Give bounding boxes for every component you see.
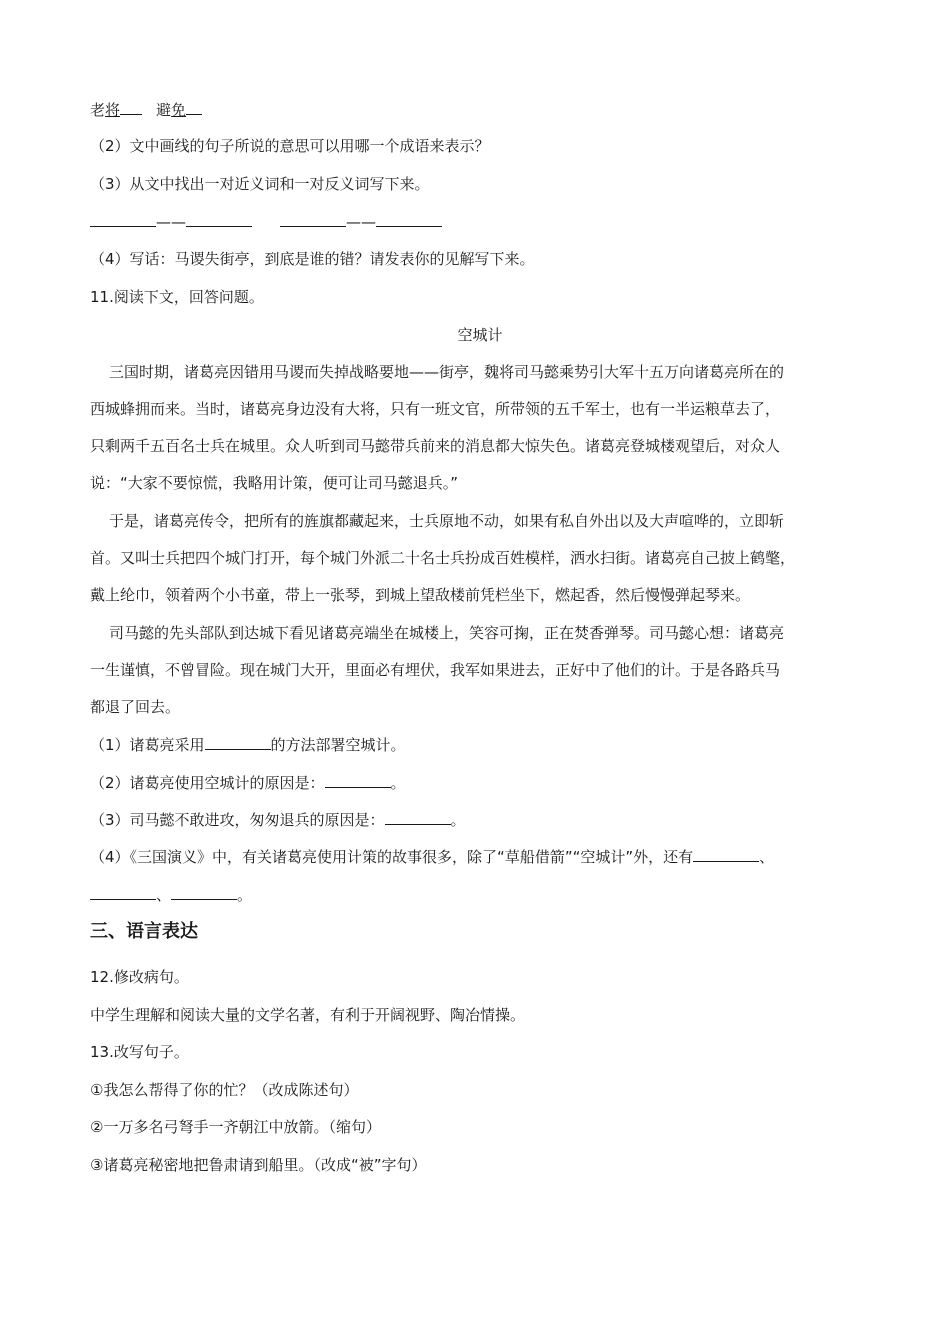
passage-line: 司马懿的先头部队到达城下看见诸葛亮端坐在城楼上，笑容可掬，正在焚香弹琴。司马懿心想：诸葛亮	[109, 624, 785, 642]
q12-sentence: 中学生理解和阅读大量的文学名著，有利于开阔视野、陶冶情操。	[90, 1006, 526, 1024]
vocab-word2-prefix: 避	[156, 101, 172, 119]
q13-item: ③诸葛亮秘密地把鲁肃请到船里。（改成“被”字句）	[90, 1156, 427, 1174]
q10-answer-line	[90, 212, 870, 232]
answer-blank[interactable]	[693, 847, 759, 862]
passage-line: 戴上纶巾，领着两个小书童，带上一张琴，到城上望敌楼前凭栏坐下，燃起香，然后慢慢弹起琴来。	[90, 586, 751, 604]
dash-2: ——	[346, 213, 376, 231]
q11-sub1: （1）诸葛亮采用 的方法部署空城计。	[90, 736, 406, 754]
passage-line: 只剩两千五百名士兵在城里。众人听到司马懿带兵前来的消息都大惊失色。诸葛亮登城楼观望后，对众人	[90, 437, 781, 455]
vocab-word1-underlined: 将	[105, 101, 121, 119]
passage-line: 首。又叫士兵把四个城门打开，每个城门外派二十名士兵扮成百姓模样，洒水扫街。诸葛亮自己披上鹤氅，	[90, 549, 796, 567]
q11-sub4: （4）《三国演义》中，有关诸葛亮使用计策的故事很多，除了“草船借箭”“空城计”外，还有 、	[90, 848, 775, 866]
dash-1: ——	[156, 213, 186, 231]
answer-blank[interactable]	[325, 773, 391, 788]
q13-item: ②一万多名弓弩手一齐朝江中放箭。（缩句）	[90, 1118, 381, 1136]
answer-blank[interactable]	[90, 885, 156, 900]
vocab-word1-prefix: 老	[90, 101, 106, 119]
q10-sub2: （2）文中画线的句子所说的意思可以用哪一个成语来表示？	[90, 137, 490, 155]
answer-blank[interactable]	[171, 885, 237, 900]
section-heading: 三、语言表达	[90, 921, 198, 942]
synonym-blank-1[interactable]	[90, 212, 156, 227]
passage-line: 三国时期，诸葛亮因错用马谡而失掉战略要地——街亭，魏将司马懿乘势引大军十五万向诸葛亮所在的	[109, 363, 785, 381]
q11-sub4-cont: 、 。	[90, 885, 870, 905]
vocab-word2-underlined: 免	[171, 101, 187, 119]
vocab-line	[90, 100, 870, 120]
q10-sub4: （4）写话：马谡失街亭，到底是谁的错？请发表你的见解写下来。	[90, 250, 535, 268]
q13-item: ①我怎么帮得了你的忙？（改成陈述句）	[90, 1081, 359, 1099]
q10-sub3: （3）从文中找出一对近义词和一对反义词写下来。	[90, 175, 430, 193]
q11-sub3: （3）司马懿不敢进攻，匆匆退兵的原因是： 。	[90, 811, 466, 829]
passage-line: 西城蜂拥而来。当时，诸葛亮身边没有大将，只有一班文官，所带领的五千军士，也有一半运粮草去了，	[90, 400, 781, 418]
passage-line: 一生谨慎，不曾冒险。现在城门大开，里面必有埋伏，我军如果进去，正好中了他们的计。于是各路兵马	[90, 661, 781, 679]
q13-prompt: 13.改写句子。	[90, 1043, 189, 1061]
vocab-blank-1[interactable]	[120, 100, 142, 115]
q11-prompt: 11.阅读下文，回答问题。	[90, 288, 264, 306]
answer-blank[interactable]	[385, 810, 451, 825]
passage-title: 空城计	[457, 326, 503, 344]
vocab-blank-2[interactable]	[186, 100, 202, 115]
answer-blank[interactable]	[205, 735, 271, 750]
passage-line: 于是，诸葛亮传令，把所有的旌旗都藏起来，士兵原地不动，如果有私自外出以及大声喧哗的，立即斩	[109, 512, 785, 530]
q12-prompt: 12.修改病句。	[90, 968, 189, 986]
antonym-blank-2[interactable]	[376, 212, 442, 227]
passage-line: 都退了回去。	[90, 698, 181, 716]
antonym-blank-1[interactable]	[280, 212, 346, 227]
q11-sub2: （2）诸葛亮使用空城计的原因是： 。	[90, 774, 406, 792]
synonym-blank-2[interactable]	[186, 212, 252, 227]
passage-line: 说：“大家不要惊慌，我略用计策，便可让司马懿退兵。”	[90, 474, 459, 492]
